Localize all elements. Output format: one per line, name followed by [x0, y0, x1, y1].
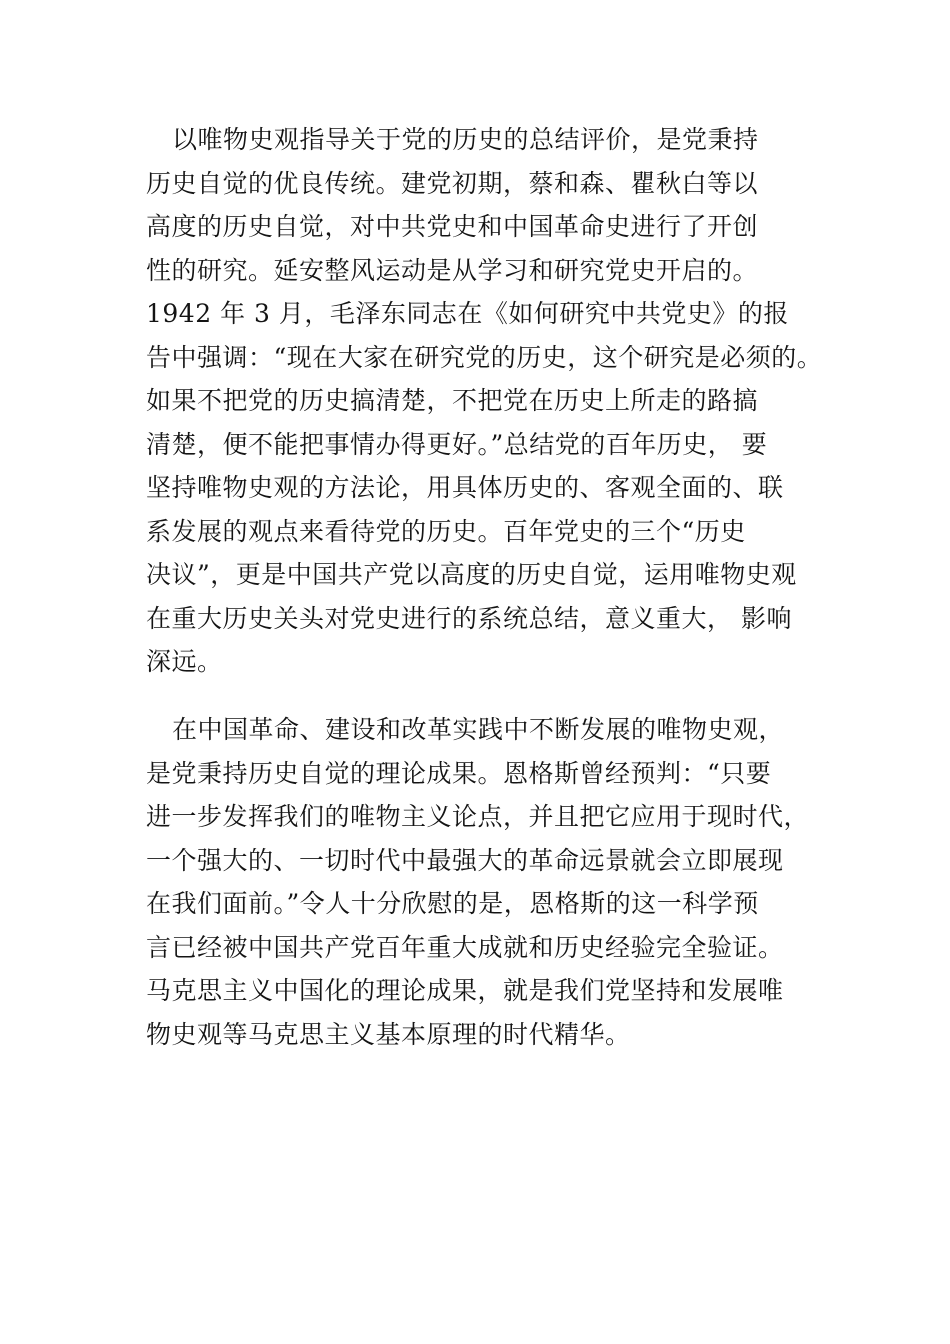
text-line: 一个强大的、一切时代中最强大的革命远景就会立即展现: [146, 845, 784, 875]
paragraph-1: [146, 118, 846, 684]
text-line: 在中国革命、建设和改革实践中不断发展的唯物史观，: [172, 715, 785, 744]
text-line: 高度的历史自觉，对中共党史和中国革命史进行了开创: [146, 212, 759, 241]
text-line: 历史自觉的优良传统。建党初期，蔡和森、瞿秋白等以: [146, 168, 759, 198]
text-line: 进一步发挥我们的唯物主义论点，并且把它应用于现时代，: [146, 802, 810, 831]
text-line: 言已经被中国共产党百年重大成就和历史经验完全验证。: [146, 932, 784, 962]
text-line: 清楚，便不能把事情办得更好。”总结党的百年历史， 要: [146, 429, 768, 459]
text-line: 在我们面前。”令人十分欣慰的是，恩格斯的这一科学预: [146, 889, 759, 918]
text-line: 深远。: [146, 647, 223, 676]
text-line: 以唯物史观指导关于党的历史的总结评价，是党秉持: [172, 125, 759, 154]
text-line: 坚持唯物史观的方法论，用具体历史的、客观全面的、联: [146, 473, 784, 502]
text-line: 决议”，更是中国共产党以高度的历史自觉，运用唯物史观: [146, 560, 797, 589]
text-line: 1942 年 3 月，毛泽东同志在《如何研究中共党史》的报: [146, 299, 789, 328]
text-line: 物史观等马克思主义基本原理的时代精华。: [146, 1019, 631, 1049]
paragraph-2: [146, 708, 846, 1056]
text-line: 告中强调：“现在大家在研究党的历史，这个研究是必须的。: [146, 342, 823, 372]
text-line: 性的研究。延安整风运动是从学习和研究党史开启的。: [146, 255, 759, 285]
text-line: 在重大历史关头对党史进行的系统总结，意义重大， 影响: [146, 603, 792, 633]
text-line: 是党秉持历史自觉的理论成果。恩格斯曾经预判：“只要: [146, 758, 772, 788]
text-line: 如果不把党的历史搞清楚，不把党在历史上所走的路搞: [146, 386, 759, 415]
text-line: 系发展的观点来看待党的历史。百年党史的三个“历史: [146, 516, 746, 546]
text-line: 马克思主义中国化的理论成果，就是我们党坚持和发展唯: [146, 976, 784, 1005]
